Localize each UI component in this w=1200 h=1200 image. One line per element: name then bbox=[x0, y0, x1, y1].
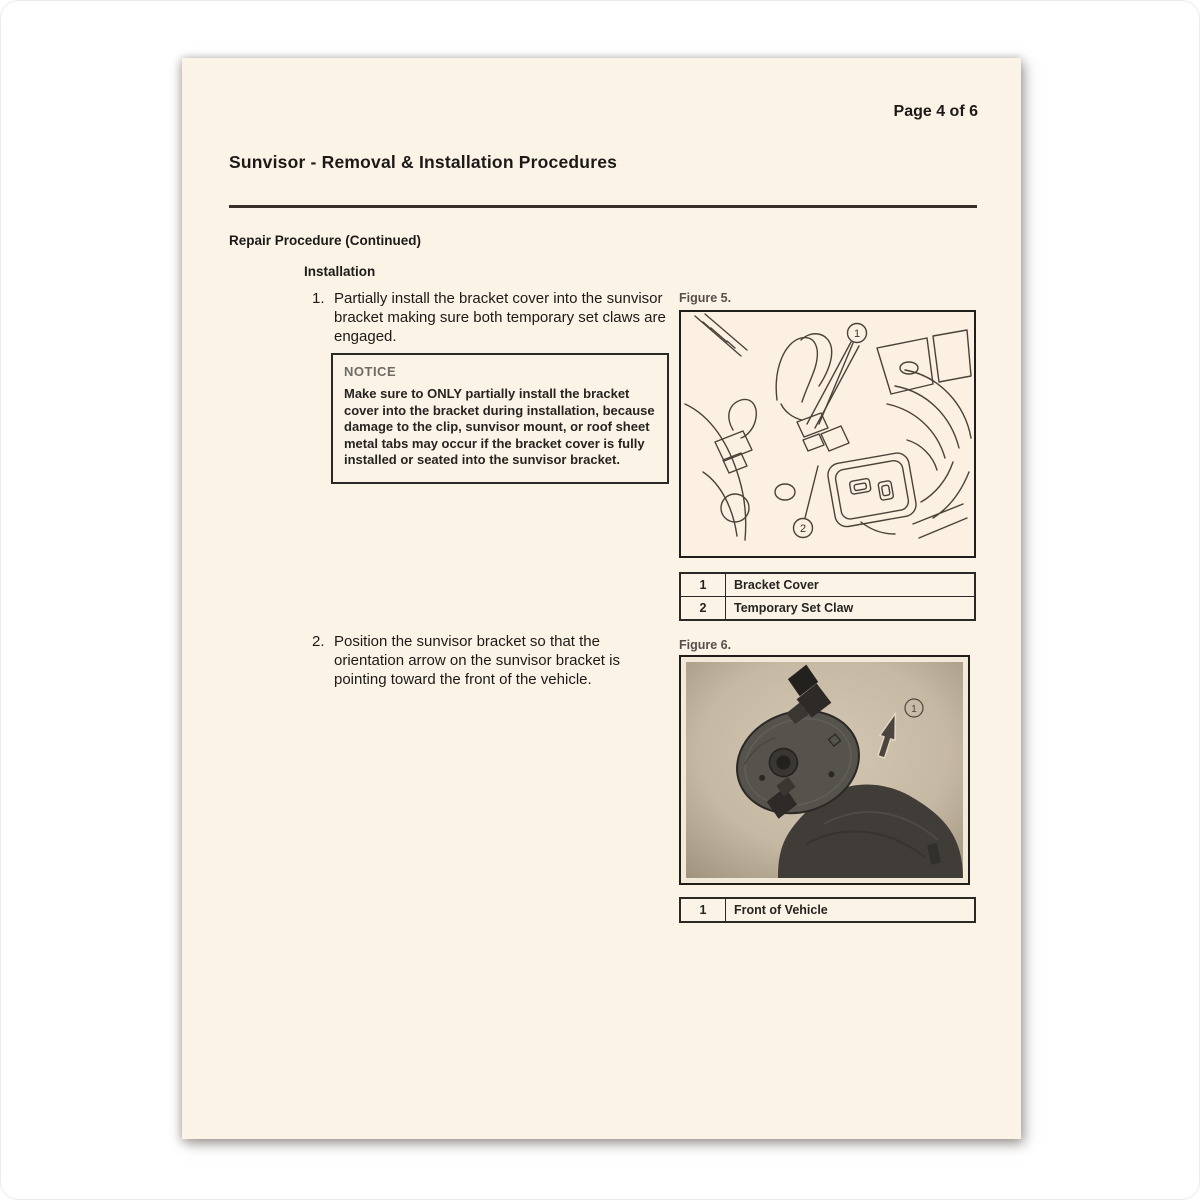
bracket-line-drawing bbox=[681, 312, 974, 556]
callout-1-label: 1 bbox=[853, 328, 861, 340]
notice-text: Make sure to ONLY partially install the bracket cover into the bracket during installation, because damage to the clip, sunvisor mount, or roof sheet metal tabs may occur if the bracket cover is fully installed or seated into the sunvisor bracket. bbox=[344, 386, 655, 467]
callout-2-badge bbox=[794, 519, 813, 538]
section-heading: Repair Procedure (Continued) bbox=[229, 233, 422, 248]
notice-box bbox=[331, 353, 669, 484]
table-row bbox=[680, 597, 975, 621]
figure-5-image bbox=[679, 310, 976, 558]
table-row bbox=[680, 898, 975, 922]
figure-5-legend-table bbox=[679, 572, 976, 621]
page-number: Page 4 of 6 bbox=[893, 103, 978, 120]
figure-6-legend-table bbox=[679, 897, 976, 923]
notice-heading: NOTICE bbox=[344, 364, 397, 379]
figure-5-label: Figure 5. bbox=[679, 291, 732, 305]
callout-2-label: 2 bbox=[799, 523, 807, 535]
step-2 bbox=[312, 632, 644, 689]
legend-key: 1 bbox=[680, 573, 726, 597]
step-2-text: Position the sunvisor bracket so that the orientation arrow on the sunvisor bracket is pointing toward the front of the vehicle. bbox=[334, 633, 620, 688]
step-2-number: 2. bbox=[312, 633, 325, 650]
figure-6-label: Figure 6. bbox=[679, 638, 732, 652]
callout-1-badge bbox=[848, 324, 867, 343]
title-divider bbox=[229, 205, 977, 208]
step-1-number: 1. bbox=[312, 290, 325, 307]
photo-callout-1-label: 1 bbox=[911, 704, 917, 715]
legend-value: Temporary Set Claw bbox=[726, 597, 976, 621]
legend-value: Front of Vehicle bbox=[726, 898, 976, 922]
legend-value: Bracket Cover bbox=[726, 573, 976, 597]
step-1-text: Partially install the bracket cover into the sunvisor bracket making sure both temporary set claws are engaged. bbox=[334, 290, 666, 345]
subsection-heading: Installation bbox=[304, 264, 376, 279]
legend-key: 1 bbox=[680, 898, 726, 922]
document-page bbox=[182, 58, 1021, 1139]
figure-6-image bbox=[679, 655, 970, 885]
step-1 bbox=[312, 289, 670, 346]
legend-key: 2 bbox=[680, 597, 726, 621]
table-row bbox=[680, 573, 975, 597]
page-title: Sunvisor - Removal & Installation Procedures bbox=[229, 152, 618, 172]
bracket-photo bbox=[686, 662, 963, 878]
